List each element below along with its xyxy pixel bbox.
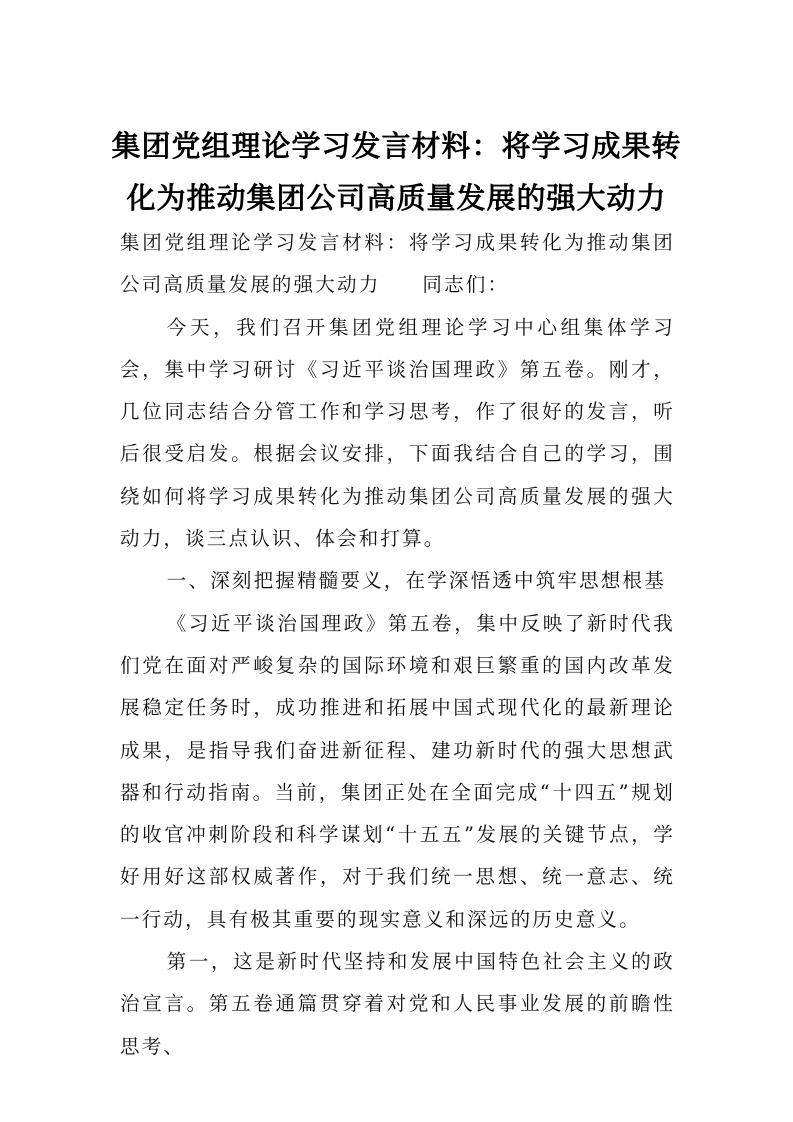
document-body <box>120 222 675 1068</box>
title-line-1: 集团党组理论学习发言材料：将学习成果转 <box>111 129 682 163</box>
body-paragraph-1: 今天，我们召开集团党组理论学习中心组集体学习会，集中学习研讨《习近平谈治国理政》第五卷。刚才，几位同志结合分管工作和学习思考，作了很好的发言，听后很受启发。根据会议安排，下面我结合自己的学习，围绕如何将学习成果转化为推动集团公司高质量发展的强大动力，谈三点认识、体会和打算。 <box>120 315 675 551</box>
title-line-2: 化为推动集团公司高质量发展的强大动力 <box>126 181 667 215</box>
section-heading-1: 一、深刻把握精髓要义，在学深悟透中筑牢思想根基 <box>166 569 666 593</box>
document-title <box>100 120 693 224</box>
greeting: 同志们： <box>422 273 510 297</box>
lead-text: 集团党组理论学习发言材料：将学习成果转化为推动集团公司高质量发展的强大动力 <box>120 231 675 297</box>
body-paragraph-2: 《习近平谈治国理政》第五卷，集中反映了新时代我们党在面对严峻复杂的国际环境和艰巨繁重的国内改革发展稳定任务时，成功推进和拓展中国式现代化的最新理论成果，是指导我们奋进新征程、建功新时代的强大思想武器和行动指南。当前，集团正处在全面完成“十四五”规划的收官冲刺阶段和科学谋划“十五五”发展的关键节点，学好用好这部权威著作，对于我们统一思想、统一意志、统一行动，具有极其重要的现实意义和深远的历史意义。 <box>120 611 675 931</box>
body-paragraph-3: 第一，这是新时代坚持和发展中国特色社会主义的政治宣言。第五卷通篇贯穿着对党和人民事业发展的前瞻性思考、 <box>120 950 675 1058</box>
lead-paragraph <box>120 222 675 307</box>
